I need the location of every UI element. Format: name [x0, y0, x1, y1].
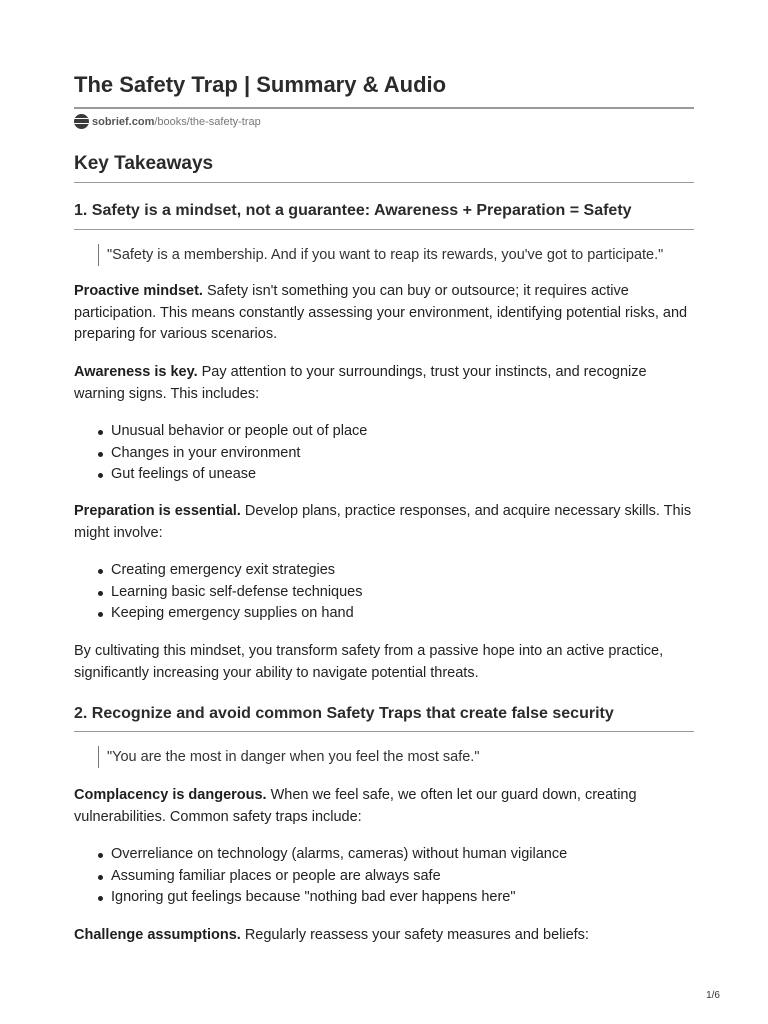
paragraph-challenge-assumptions [74, 925, 694, 947]
paragraph-complacency [74, 785, 694, 828]
awareness-list [74, 421, 367, 486]
title-divider [74, 107, 694, 109]
paragraph-text: Safety isn't something you can buy or outsource; it requires active participation. This means constantly assessing your environment, identifying potential risks, and preparing for various scenarios. [74, 283, 688, 342]
paragraph-awareness [74, 362, 694, 405]
paragraph-conclusion: By cultivating this mindset, you transform safety from a passive hope into an active practice, significantly increasing your ability to navigate potential threats. [74, 643, 664, 681]
list-item: Assuming familiar places or people are always safe [111, 866, 567, 888]
preparation-list [74, 560, 363, 625]
list-item: Unusual behavior or people out of place [111, 421, 367, 443]
paragraph-lead: Complacency is dangerous. [74, 787, 267, 803]
takeaway-1-heading: 1. Safety is a mindset, not a guarantee: Awareness + Preparation = Safety [74, 202, 632, 219]
list-item: Creating emergency exit strategies [111, 560, 363, 582]
paragraph-text: Develop plans, practice responses, and acquire necessary skills. This might involve: [74, 503, 692, 541]
takeaway-2-quote: "You are the most in danger when you feel the most safe." [98, 746, 479, 768]
paragraph-lead: Preparation is essential. [74, 503, 241, 519]
section-divider [74, 182, 694, 183]
list-item: Ignoring gut feelings because "nothing bad ever happens here" [111, 887, 567, 909]
takeaway-2-heading: 2. Recognize and avoid common Safety Traps that create false security [74, 705, 614, 722]
paragraph-text: Pay attention to your surroundings, trust your instincts, and recognize warning signs. This includes: [74, 364, 647, 402]
paragraph-preparation [74, 501, 694, 544]
paragraph-lead: Awareness is key. [74, 364, 198, 380]
paragraph-lead: Proactive mindset. [74, 283, 203, 299]
list-item: Keeping emergency supplies on hand [111, 603, 363, 625]
list-item: Learning basic self-defense techniques [111, 582, 363, 604]
paragraph-text: Regularly reassess your safety measures and beliefs: [240, 927, 589, 943]
paragraph-lead: Challenge assumptions. [74, 927, 241, 943]
paragraph-proactive-mindset [74, 281, 694, 346]
paragraph-text: When we feel safe, we often let our guard down, creating vulnerabilities. Common safety traps include: [74, 787, 637, 825]
section-heading: Key Takeaways [74, 153, 214, 174]
globe-icon [74, 114, 89, 129]
list-item: Overreliance on technology (alarms, cameras) without human vigilance [111, 844, 567, 866]
safety-traps-list [74, 844, 567, 909]
takeaway-2-divider [74, 731, 694, 732]
takeaway-1-divider [74, 229, 694, 230]
source-link[interactable] [74, 114, 261, 129]
source-domain: sobrief.com [92, 115, 155, 128]
list-item: Gut feelings of unease [111, 464, 367, 486]
list-item: Changes in your environment [111, 443, 367, 465]
source-path: /books/the-safety-trap [154, 115, 261, 128]
page-title: The Safety Trap | Summary & Audio [74, 72, 447, 97]
takeaway-1-quote: "Safety is a membership. And if you want to reap its rewards, you've got to participate." [98, 244, 663, 266]
page-number: 1/6 [706, 990, 720, 1001]
